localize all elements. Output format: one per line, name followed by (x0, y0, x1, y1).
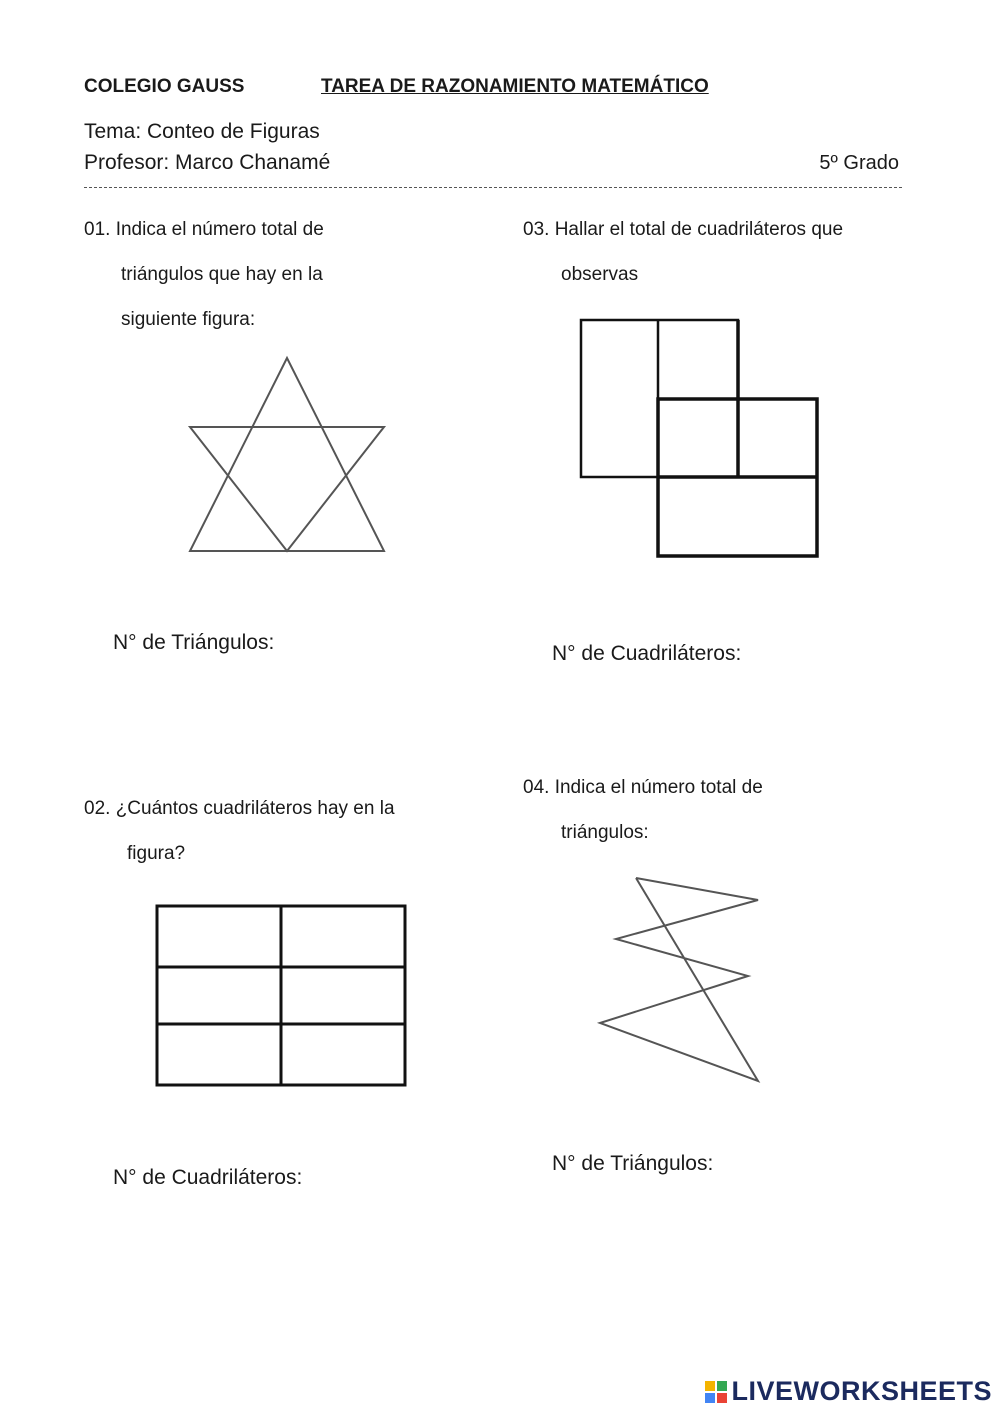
school-name: COLEGIO GAUSS (84, 76, 245, 97)
assignment-title: TAREA DE RAZONAMIENTO MATEMÁTICO (321, 76, 709, 97)
question-02-line-2: figura? (127, 843, 186, 864)
question-04-answer-label: N° de Triángulos: (552, 1152, 714, 1175)
question-02-line-1: 02. ¿Cuántos cuadriláteros hay en la (84, 798, 395, 819)
question-03-line-1: 03. Hallar el total de cuadriláteros que (523, 219, 844, 240)
liveworksheets-logo-icon (705, 1381, 727, 1403)
question-01-line-3: siguiente figura: (121, 309, 256, 330)
liveworksheets-brand-text: LIVEWORKSHEETS (731, 1376, 992, 1406)
teacher-line: Profesor: Marco Chanamé (84, 151, 331, 174)
question-04-line-1: 04. Indica el número total de (523, 777, 763, 798)
question-04-line-2: triángulos: (561, 822, 649, 843)
question-01-line-1: 01. Indica el número total de (84, 219, 324, 240)
liveworksheets-logo (705, 1376, 992, 1407)
grade-label: 5º Grado (819, 152, 899, 174)
question-03-line-2: observas (561, 264, 639, 285)
question-01-line-2: triángulos que hay en la (121, 264, 323, 285)
question-02-answer-label: N° de Cuadriláteros: (113, 1166, 303, 1189)
question-01-answer-label: N° de Triángulos: (113, 631, 275, 654)
topic-line: Tema: Conteo de Figuras (84, 120, 320, 143)
question-03-answer-label: N° de Cuadriláteros: (552, 642, 742, 665)
